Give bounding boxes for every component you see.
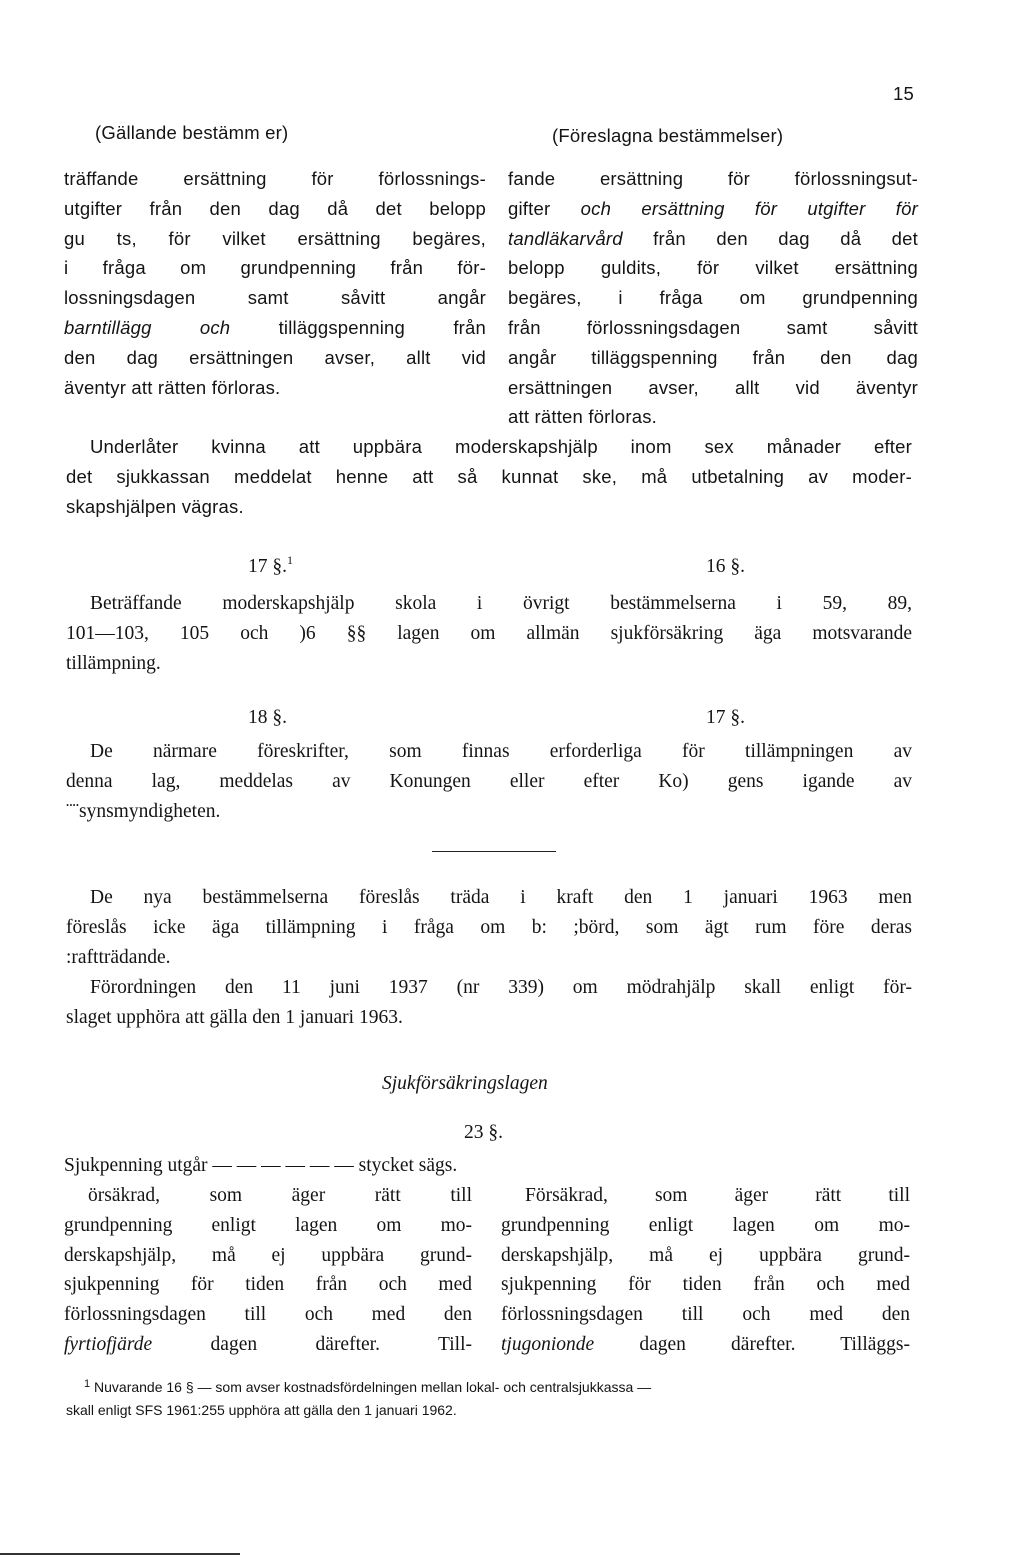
left-column-current-text (64, 1181, 472, 1360)
separator-rule (432, 851, 556, 852)
text-line (508, 194, 918, 224)
paragraph-betraffande (66, 589, 912, 679)
omission-line: Sjukpenning utgår — — — — — — stycket sägs. (64, 1155, 458, 1176)
text-line: belopp guldits, för vilket ersättning (508, 257, 918, 279)
text-line: förlossningsdagen till och med den (64, 1304, 472, 1326)
section-number-left (248, 552, 293, 583)
text-fragment: dagen därefter. Tilläggs- (594, 1333, 910, 1355)
text-line: Underlåter kvinna att uppbära moderskapshjälp inom sex månader efter (90, 436, 912, 457)
text-line (64, 1330, 472, 1360)
text-line: skapshjälpen vägras. (66, 496, 244, 517)
text-line: utgifter från den dag då det belopp (64, 197, 486, 219)
text-line: derskapshjälp, må ej uppbära grund- (64, 1244, 472, 1266)
text-line: Försäkrad, som äger rätt till (525, 1185, 910, 1206)
footnote-line (66, 1377, 912, 1400)
text-line: denna lag, meddelas av Konungen eller efter Ko) gens igande av (66, 771, 912, 792)
footnote (66, 1377, 912, 1421)
footnote-reference: 1 (287, 553, 293, 567)
italic-phrase: och ersättning för utgifter för (580, 197, 918, 219)
section-number-right: 17 §. (706, 707, 745, 728)
paragraph-nya-bestammelser (66, 883, 912, 973)
text-line: Förordningen den 11 juni 1937 (nr 339) om mödrahjälp skall enligt för- (90, 977, 912, 998)
text-line: 101—103, 105 och )6 §§ lagen om allmän sjukförsäkring äga motsvarande (66, 623, 912, 644)
footnote-mark: 1 (84, 1378, 91, 1390)
section-number: 23 §. (464, 1122, 503, 1143)
text-line: fande ersättning för förlossningsut- (508, 168, 918, 189)
text-line: gu ts, för vilket ersättning begäres, (64, 227, 486, 249)
text-line: ¨¨synsmyndigheten. (66, 801, 221, 822)
text-line: slaget upphöra att gälla den 1 januari 1963. (66, 1007, 403, 1028)
italic-phrase: tandläkarvård (508, 227, 623, 249)
text-fragment: tilläggspenning från (230, 316, 486, 338)
header-proposed-provisions: (Föreslagna bestämmelser) (552, 125, 784, 146)
text-line: i fråga om grundpenning från för- (64, 257, 486, 279)
footnote-line: skall enligt SFS 1961:255 upphöra att gälla den 1 januari 1962. (66, 1402, 457, 1418)
text-line (501, 1330, 910, 1360)
footnote-text: Nuvarande 16 § — som avser kostnadsfördelningen mellan lokal- och centralsjukkassa — (90, 1379, 652, 1395)
text-line (508, 224, 918, 254)
section-number-right: 16 §. (706, 556, 745, 577)
text-line: den dag ersättningen avser, allt vid (64, 346, 486, 368)
text-line: förlossningsdagen till och med den (501, 1304, 910, 1326)
text-line: att rätten förloras. (508, 406, 657, 428)
italic-phrase: tjugonionde (501, 1333, 595, 1355)
text-line: Beträffande moderskapshjälp skola i övrigt bestämmelserna i 59, 89, (90, 593, 912, 614)
text-line: träffande ersättning för förlossnings- (64, 168, 486, 189)
italic-phrase: fyrtiofjärde (64, 1333, 153, 1355)
italic-phrase: barntillägg och (64, 316, 231, 338)
text-fragment: från den dag då det (622, 227, 918, 249)
text-line: tillämpning. (66, 653, 161, 674)
section-label: 17 §. (248, 556, 287, 577)
text-line: föreslås icke äga tillämpning i fråga om b: ;börd, som ägt rum före deras (66, 917, 912, 938)
text-line: örsäkrad, som äger rätt till (88, 1185, 472, 1206)
text-line: begäres, i fråga om grundpenning (508, 287, 918, 309)
header-current-provisions: (Gällande bestämm er) (95, 122, 289, 143)
text-line: ersättningen avser, allt vid äventyr (508, 376, 918, 398)
text-line: äventyr att rätten förloras. (64, 376, 281, 398)
text-line (64, 313, 486, 343)
text-line: det sjukkassan meddelat henne att så kunnat ske, må utbetalning av moder- (66, 466, 912, 487)
text-line: De närmare föreskrifter, som finnas erforderliga för tillämpningen av (90, 741, 912, 762)
text-line: lossningsdagen samt såvitt angår (64, 287, 486, 309)
paragraph-narmare (66, 737, 912, 827)
right-column-proposed-text (508, 164, 918, 432)
text-line: från förlossningsdagen samt såvitt (508, 316, 918, 338)
text-line: sjukpenning för tiden från och med (501, 1274, 910, 1296)
text-line: :raftträdande. (66, 947, 171, 968)
paragraph-underlater (66, 432, 912, 522)
text-line: derskapshjälp, må ej uppbära grund- (501, 1244, 910, 1266)
page-number: 15 (893, 83, 914, 104)
text-line: grundpenning enligt lagen om mo- (64, 1214, 472, 1236)
left-column-current-text (64, 164, 486, 402)
page-edge-mark (0, 1553, 240, 1555)
right-column-proposed-text (501, 1181, 910, 1360)
paragraph-forordningen (66, 973, 912, 1033)
text-line: sjukpenning för tiden från och med (64, 1274, 472, 1296)
text-line: grundpenning enligt lagen om mo- (501, 1214, 910, 1236)
section-heading: Sjukförsäkringslagen (382, 1073, 548, 1094)
text-line: De nya bestämmelserna föreslås träda i kraft den 1 januari 1963 men (90, 887, 912, 908)
text-fragment: gifter (508, 197, 581, 219)
text-line: angår tilläggspenning från den dag (508, 346, 918, 368)
section-number-left: 18 §. (248, 707, 287, 728)
text-fragment: dagen därefter. Till- (152, 1333, 472, 1355)
